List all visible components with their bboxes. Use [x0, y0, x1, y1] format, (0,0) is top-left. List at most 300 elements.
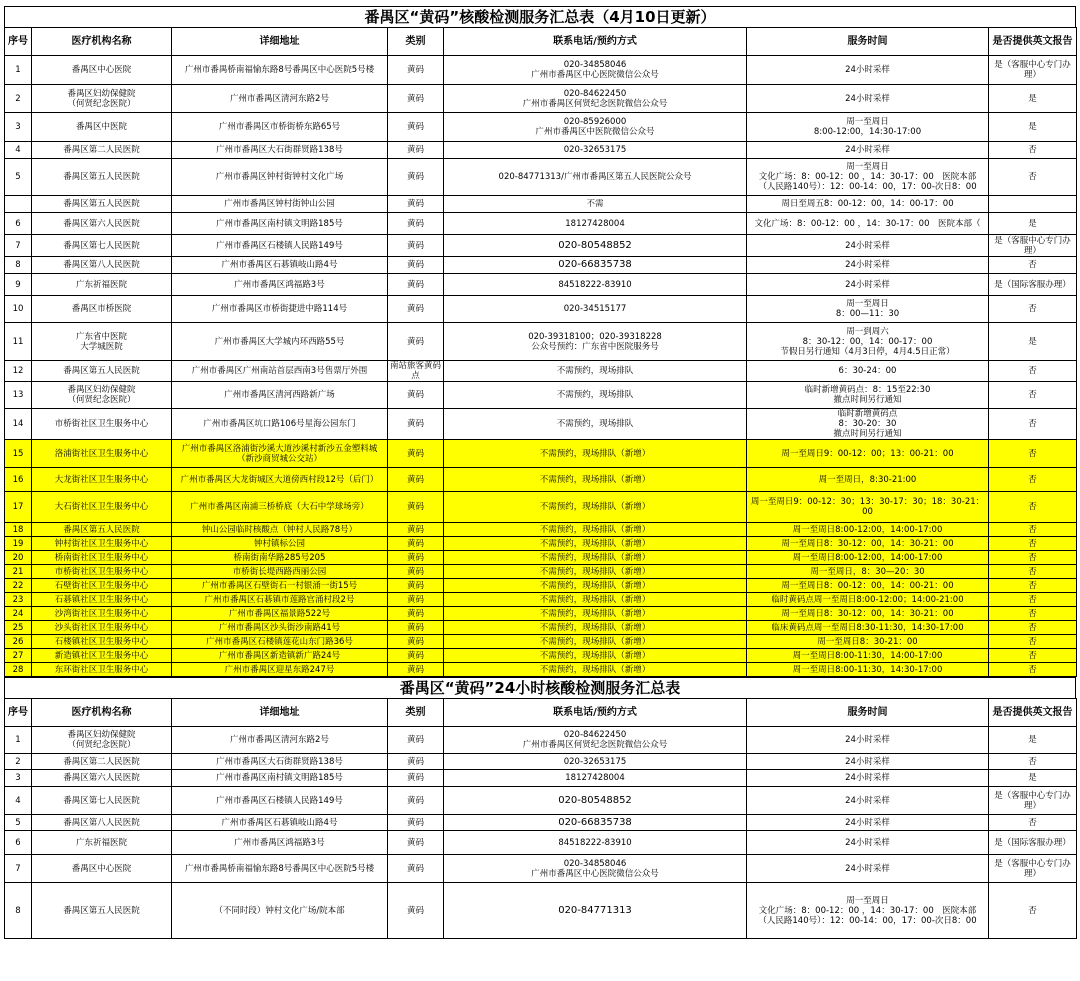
table-row [5, 382, 1077, 409]
cell-institution: 沙头街社区卫生服务中心 [32, 621, 172, 635]
cell-institution: 大石街社区卫生服务中心 [32, 492, 172, 523]
cell-institution: 番禺区妇幼保健院 （何贤纪念医院） [32, 85, 172, 113]
cell-institution: 广东祈福医院 [32, 831, 172, 855]
cell-address: 广州市番禺区鸿福路3号 [172, 274, 388, 296]
header-service-time: 服务时间 [747, 28, 989, 56]
cell-contact: 不需预约，现场排队（新增） [444, 621, 747, 635]
cell-contact: 020-80548852 [444, 787, 747, 815]
cell-contact: 020-32653175 [444, 142, 747, 159]
cell-category: 黄码 [388, 274, 444, 296]
cell-contact: 不需预约，现场排队（新增） [444, 551, 747, 565]
cell-seq: 21 [5, 565, 32, 579]
cell-service-time: 周一至周日8：00-12：00，14：00-21：00 [747, 579, 989, 593]
cell-institution: 新造镇社区卫生服务中心 [32, 649, 172, 663]
cell-service-time: 周一至周日8:00-12:00，14:00-17:00 [747, 551, 989, 565]
cell-contact: 84518222-83910 [444, 274, 747, 296]
table-row [5, 770, 1077, 787]
cell-seq: 23 [5, 593, 32, 607]
cell-category: 黄码 [388, 831, 444, 855]
cell-seq: 9 [5, 274, 32, 296]
cell-institution: 番禺区第五人民医院 [32, 196, 172, 213]
cell-address: 广州市番禺区石楼镇人民路149号 [172, 787, 388, 815]
cell-service-time: 周一到周六 8：30-12：00，14：00-17：00 节假日另行通知（4月3日停，4月4.5日正常） [747, 323, 989, 361]
cell-english-report: 是（国际客服办理） [989, 274, 1077, 296]
cell-contact: 不需 [444, 196, 747, 213]
cell-category: 黄码 [388, 649, 444, 663]
cell-contact: 020-66835738 [444, 257, 747, 274]
cell-english-report: 否 [989, 440, 1077, 468]
cell-english-report: 是（客服中心专门办理） [989, 787, 1077, 815]
cell-contact: 不需预约，现场排队（新增） [444, 523, 747, 537]
table-row [5, 213, 1077, 235]
cell-address: 广州市番禺区坑口路106号星海公园东门 [172, 409, 388, 440]
cell-english-report: 否 [989, 565, 1077, 579]
header-english-report: 是否提供英文报告 [989, 28, 1077, 56]
cell-institution: 市桥街社区卫生服务中心 [32, 565, 172, 579]
cell-seq: 25 [5, 621, 32, 635]
cell-english-report: 否 [989, 593, 1077, 607]
cell-address: 广州市番禺区石碁镇岐山路4号 [172, 257, 388, 274]
table-row [5, 323, 1077, 361]
cell-contact: 020-85926000 广州市番禺区中医院微信公众号 [444, 113, 747, 142]
cell-english-report: 否 [989, 361, 1077, 382]
cell-institution: 石碁镇社区卫生服务中心 [32, 593, 172, 607]
cell-category: 黄码 [388, 787, 444, 815]
cell-contact: 不需预约，现场排队（新增） [444, 537, 747, 551]
cell-category: 南站旅客黄码点 [388, 361, 444, 382]
cell-seq: 4 [5, 787, 32, 815]
cell-address: 广州市番禺区大学城内环西路55号 [172, 323, 388, 361]
cell-institution: 番禺区第二人民医院 [32, 754, 172, 770]
cell-institution: 番禺区妇幼保健院 （何贤纪念医院） [32, 727, 172, 754]
table-row [5, 883, 1077, 939]
cell-seq [5, 196, 32, 213]
cell-english-report: 否 [989, 883, 1077, 939]
cell-english-report: 否 [989, 382, 1077, 409]
cell-contact: 不需预约，现场排队（新增） [444, 440, 747, 468]
header-address: 详细地址 [172, 28, 388, 56]
cell-address: 广州市番禺区大石街群贤路138号 [172, 142, 388, 159]
table-row [5, 831, 1077, 855]
cell-seq: 12 [5, 361, 32, 382]
cell-address: 广州市番禺区市桥街桥东路65号 [172, 113, 388, 142]
cell-institution: 石壁街社区卫生服务中心 [32, 579, 172, 593]
spreadsheet [0, 6, 1080, 939]
cell-institution: 番禺区第六人民医院 [32, 770, 172, 787]
cell-address: 广州市番禺桥南福愉东路8号番禺区中心医院5号楼 [172, 855, 388, 883]
cell-contact: 020-39318100；020-39318228 公众号预约：广东省中医院服务号 [444, 323, 747, 361]
cell-seq: 28 [5, 663, 32, 677]
table-row [5, 142, 1077, 159]
cell-seq: 18 [5, 523, 32, 537]
header-service-time: 服务时间 [747, 699, 989, 727]
cell-contact: 不需预约，现场排队（新增） [444, 579, 747, 593]
cell-english-report: 否 [989, 815, 1077, 831]
cell-service-time: 6：30-24：00 [747, 361, 989, 382]
cell-category: 黄码 [388, 727, 444, 754]
cell-institution: 番禺区第六人民医院 [32, 213, 172, 235]
cell-seq: 17 [5, 492, 32, 523]
table-row [5, 361, 1077, 382]
cell-contact: 18127428004 [444, 213, 747, 235]
cell-service-time: 周一至周日 文化广场：8：00-12：00 ，14：30-17：00 医院本部 （人民路140号）：12：00-14：00，17：00-次日8：00 [747, 883, 989, 939]
table-row [5, 492, 1077, 523]
cell-contact: 020-80548852 [444, 235, 747, 257]
cell-category: 黄码 [388, 770, 444, 787]
cell-category: 黄码 [388, 754, 444, 770]
cell-contact: 020-34858046 广州市番禺区中心医院微信公众号 [444, 855, 747, 883]
table-row [5, 754, 1077, 770]
table1-header-row [5, 28, 1077, 56]
cell-contact: 18127428004 [444, 770, 747, 787]
cell-seq: 8 [5, 257, 32, 274]
cell-institution: 桥南街社区卫生服务中心 [32, 551, 172, 565]
cell-contact: 不需预约，现场排队（新增） [444, 593, 747, 607]
table-row [5, 296, 1077, 323]
cell-address: 广州市番禺区大龙街城区大道傍西村段12号（后门） [172, 468, 388, 492]
table-row [5, 787, 1077, 815]
cell-contact: 020-34515177 [444, 296, 747, 323]
header-seq: 序号 [5, 699, 32, 727]
cell-contact: 不需预约，现场排队 [444, 361, 747, 382]
cell-address: 广州市番禺区福景路522号 [172, 607, 388, 621]
cell-seq: 7 [5, 855, 32, 883]
cell-address: 钟山公园临时核酸点（钟村人民路78号） [172, 523, 388, 537]
cell-seq: 1 [5, 56, 32, 85]
cell-english-report: 否 [989, 537, 1077, 551]
cell-contact: 020-84771313 [444, 883, 747, 939]
cell-service-time: 24小时采样 [747, 727, 989, 754]
cell-english-report: 否 [989, 621, 1077, 635]
header-category: 类别 [388, 28, 444, 56]
cell-category: 黄码 [388, 323, 444, 361]
table1-title: 番禺区“黄码”核酸检测服务汇总表（4月10日更新） [4, 6, 1076, 27]
cell-service-time: 24小时采样 [747, 85, 989, 113]
cell-category: 黄码 [388, 565, 444, 579]
cell-category: 黄码 [388, 56, 444, 85]
table2 [4, 698, 1077, 939]
cell-category: 黄码 [388, 537, 444, 551]
cell-address: 广州市番禺区广州南站首层西南3号售票厅外围 [172, 361, 388, 382]
cell-contact: 不需预约，现场排队（新增） [444, 468, 747, 492]
table1 [4, 27, 1077, 677]
table-row [5, 235, 1077, 257]
cell-contact: 不需预约，现场排队（新增） [444, 565, 747, 579]
cell-service-time: 24小时采样 [747, 56, 989, 85]
cell-service-time: 24小时采样 [747, 815, 989, 831]
table2-header-row [5, 699, 1077, 727]
cell-seq: 4 [5, 142, 32, 159]
cell-english-report: 否 [989, 468, 1077, 492]
cell-service-time: 24小时采样 [747, 257, 989, 274]
cell-institution: 东环街社区卫生服务中心 [32, 663, 172, 677]
cell-english-report: 是（客服中心专门办理） [989, 235, 1077, 257]
cell-category: 黄码 [388, 855, 444, 883]
cell-category: 黄码 [388, 621, 444, 635]
cell-seq: 6 [5, 831, 32, 855]
cell-english-report: 否 [989, 649, 1077, 663]
table-row [5, 274, 1077, 296]
cell-category: 黄码 [388, 468, 444, 492]
header-seq: 序号 [5, 28, 32, 56]
cell-seq: 11 [5, 323, 32, 361]
cell-address: 广州市番禺区鸿福路3号 [172, 831, 388, 855]
cell-address: （不同时段）钟村文化广场/院本部 [172, 883, 388, 939]
table-row [5, 113, 1077, 142]
cell-english-report: 否 [989, 257, 1077, 274]
header-institution: 医疗机构名称 [32, 28, 172, 56]
cell-seq: 5 [5, 815, 32, 831]
table-row [5, 56, 1077, 85]
table-row [5, 621, 1077, 635]
cell-service-time: 周一至周日8:00-11:30，14:00-17:00 [747, 649, 989, 663]
cell-institution: 番禺区中心医院 [32, 855, 172, 883]
table-row [5, 565, 1077, 579]
table-row [5, 579, 1077, 593]
cell-institution: 广东省中医院 大学城医院 [32, 323, 172, 361]
cell-english-report: 否 [989, 579, 1077, 593]
cell-seq: 16 [5, 468, 32, 492]
table-row [5, 409, 1077, 440]
cell-seq: 2 [5, 754, 32, 770]
cell-service-time: 24小时采样 [747, 142, 989, 159]
cell-english-report: 是（国际客服办理） [989, 831, 1077, 855]
cell-address: 广州市番禺区清河东路2号 [172, 727, 388, 754]
cell-category: 黄码 [388, 815, 444, 831]
table-row [5, 663, 1077, 677]
cell-seq: 3 [5, 770, 32, 787]
cell-english-report [989, 196, 1077, 213]
cell-address: 广州市番禺区钟村街钟村文化广场 [172, 159, 388, 196]
cell-seq: 2 [5, 85, 32, 113]
cell-service-time: 周一至周日8：30-12：00，14：30-21：00 [747, 537, 989, 551]
cell-address: 广州市番禺区洛浦街沙溪大道沙溪村新沙五金塑料城（新沙商贸城公交站） [172, 440, 388, 468]
cell-service-time: 周日至周五8：00-12：00，14：00-17：00 [747, 196, 989, 213]
cell-address: 广州市番禺区南村镇文明路185号 [172, 213, 388, 235]
cell-seq: 24 [5, 607, 32, 621]
cell-institution: 广东祈福医院 [32, 274, 172, 296]
cell-service-time: 24小时采样 [747, 235, 989, 257]
cell-address: 广州市番禺区石碁镇岐山路4号 [172, 815, 388, 831]
cell-institution: 番禺区第七人民医院 [32, 235, 172, 257]
cell-address: 广州市番禺区沙头街沙南路41号 [172, 621, 388, 635]
cell-english-report: 否 [989, 551, 1077, 565]
cell-service-time: 周一至周日8：30-12：00，14：30-21：00 [747, 607, 989, 621]
cell-english-report: 否 [989, 159, 1077, 196]
cell-address: 广州市番禺区石楼镇人民路149号 [172, 235, 388, 257]
cell-institution: 番禺区第五人民医院 [32, 883, 172, 939]
cell-service-time: 临时新增黄码点：8：15至22:30 撤点时间另行通知 [747, 382, 989, 409]
cell-category: 黄码 [388, 523, 444, 537]
cell-contact: 不需预约，现场排队 [444, 409, 747, 440]
cell-english-report: 否 [989, 754, 1077, 770]
cell-address: 广州市番禺区迎星东路247号 [172, 663, 388, 677]
cell-service-time: 24小时采样 [747, 787, 989, 815]
table-row [5, 468, 1077, 492]
cell-service-time: 周一至周日8：30-21：00 [747, 635, 989, 649]
cell-address: 桥南街南华路285号205 [172, 551, 388, 565]
header-contact: 联系电话/预约方式 [444, 699, 747, 727]
cell-english-report: 否 [989, 523, 1077, 537]
cell-english-report: 是 [989, 727, 1077, 754]
cell-address: 广州市番禺区南村镇文明路185号 [172, 770, 388, 787]
header-address: 详细地址 [172, 699, 388, 727]
cell-category: 黄码 [388, 159, 444, 196]
cell-english-report: 是（客服中心专门办理） [989, 56, 1077, 85]
cell-contact: 020-84622450 广州市番禺区何贤纪念医院微信公众号 [444, 727, 747, 754]
cell-seq: 7 [5, 235, 32, 257]
cell-seq: 3 [5, 113, 32, 142]
cell-seq: 22 [5, 579, 32, 593]
cell-institution: 番禺区第五人民医院 [32, 361, 172, 382]
cell-english-report: 否 [989, 663, 1077, 677]
cell-contact: 不需预约，现场排队（新增） [444, 663, 747, 677]
cell-institution: 番禺区第七人民医院 [32, 787, 172, 815]
cell-contact: 020-34858046 广州市番禺区中心医院微信公众号 [444, 56, 747, 85]
cell-category: 黄码 [388, 607, 444, 621]
cell-seq: 14 [5, 409, 32, 440]
cell-category: 黄码 [388, 113, 444, 142]
table-row [5, 159, 1077, 196]
table-row [5, 649, 1077, 663]
cell-service-time: 周一至周日，8：30—20：30 [747, 565, 989, 579]
cell-contact: 不需预约，现场排队（新增） [444, 492, 747, 523]
cell-address: 广州市番禺区新造镇新广路24号 [172, 649, 388, 663]
cell-english-report: 否 [989, 142, 1077, 159]
cell-english-report: 否 [989, 607, 1077, 621]
header-contact: 联系电话/预约方式 [444, 28, 747, 56]
cell-address: 广州市番禺区石壁街石一村银涌一街15号 [172, 579, 388, 593]
cell-address: 广州市番禺区石碁镇市莲路官涌村段2号 [172, 593, 388, 607]
cell-english-report: 否 [989, 296, 1077, 323]
cell-institution: 番禺区中心医院 [32, 56, 172, 85]
cell-service-time: 周一至周日9：00-12：00；13：00-21：00 [747, 440, 989, 468]
cell-service-time: 周一至周日 文化广场：8：00-12：00 ，14：30-17：00 医院本部 （人民路140号）：12：00-14：00，17：00-次日8：00 [747, 159, 989, 196]
cell-seq: 6 [5, 213, 32, 235]
table2-title: 番禺区“黄码”24小时核酸检测服务汇总表 [4, 677, 1076, 698]
cell-institution: 番禺区市桥医院 [32, 296, 172, 323]
cell-service-time: 临时新增黄码点 8：30-20：30 撤点时间另行通知 [747, 409, 989, 440]
cell-address: 广州市番禺区南浦三桥桥底（大石中学球场旁） [172, 492, 388, 523]
cell-contact: 不需预约，现场排队（新增） [444, 649, 747, 663]
cell-institution: 洛浦街社区卫生服务中心 [32, 440, 172, 468]
cell-address: 市桥街长堤西路西丽公园 [172, 565, 388, 579]
cell-english-report: 是 [989, 323, 1077, 361]
cell-category: 黄码 [388, 85, 444, 113]
cell-service-time: 文化广场：8：00-12：00 ，14：30-17：00 医院本部（ [747, 213, 989, 235]
table-row [5, 635, 1077, 649]
cell-service-time: 24小时采样 [747, 754, 989, 770]
cell-category: 黄码 [388, 635, 444, 649]
cell-contact: 020-32653175 [444, 754, 747, 770]
cell-category: 黄码 [388, 551, 444, 565]
table-row [5, 593, 1077, 607]
cell-english-report: 否 [989, 635, 1077, 649]
cell-address: 广州市番禺区市桥街捷进中路114号 [172, 296, 388, 323]
cell-service-time: 临床黄码点周一至周日8:30-11:30，14:30-17:00 [747, 621, 989, 635]
cell-service-time: 周一至周日9：00-12：30；13：30-17：30；18：30-21：00 [747, 492, 989, 523]
cell-english-report: 是 [989, 85, 1077, 113]
cell-seq: 8 [5, 883, 32, 939]
cell-category: 黄码 [388, 409, 444, 440]
header-category: 类别 [388, 699, 444, 727]
cell-service-time: 24小时采样 [747, 274, 989, 296]
cell-category: 黄码 [388, 579, 444, 593]
cell-contact: 020-84622450 广州市番禺区何贤纪念医院微信公众号 [444, 85, 747, 113]
cell-institution: 钟村街社区卫生服务中心 [32, 537, 172, 551]
cell-seq: 19 [5, 537, 32, 551]
cell-seq: 13 [5, 382, 32, 409]
cell-seq: 5 [5, 159, 32, 196]
cell-category: 黄码 [388, 883, 444, 939]
cell-institution: 番禺区第二人民医院 [32, 142, 172, 159]
cell-english-report: 是 [989, 770, 1077, 787]
cell-service-time: 24小时采样 [747, 831, 989, 855]
cell-contact: 不需预约，现场排队（新增） [444, 635, 747, 649]
header-english-report: 是否提供英文报告 [989, 699, 1077, 727]
cell-seq: 15 [5, 440, 32, 468]
cell-service-time: 周一至周日 8:00-12:00，14:30-17:00 [747, 113, 989, 142]
cell-category: 黄码 [388, 235, 444, 257]
cell-category: 黄码 [388, 440, 444, 468]
table-row [5, 727, 1077, 754]
cell-contact: 84518222-83910 [444, 831, 747, 855]
cell-institution: 番禺区第八人民医院 [32, 815, 172, 831]
cell-contact: 不需预约，现场排队 [444, 382, 747, 409]
cell-service-time: 24小时采样 [747, 770, 989, 787]
table-row [5, 85, 1077, 113]
cell-institution: 番禺区中医院 [32, 113, 172, 142]
cell-category: 黄码 [388, 382, 444, 409]
cell-service-time: 24小时采样 [747, 855, 989, 883]
cell-address: 钟村镇标公园 [172, 537, 388, 551]
cell-contact: 020-66835738 [444, 815, 747, 831]
cell-institution: 番禺区第五人民医院 [32, 159, 172, 196]
cell-category: 黄码 [388, 593, 444, 607]
cell-service-time: 周一至周日8:00-11:30，14:30-17:00 [747, 663, 989, 677]
cell-address: 广州市番禺区钟村街钟山公园 [172, 196, 388, 213]
cell-category: 黄码 [388, 142, 444, 159]
cell-address: 广州市番禺区石楼镇莲花山东门路36号 [172, 635, 388, 649]
cell-service-time: 周一至周日 8：00—11：30 [747, 296, 989, 323]
cell-address: 广州市番禺桥南福愉东路8号番禺区中心医院5号楼 [172, 56, 388, 85]
cell-address: 广州市番禺区清河西路新广场 [172, 382, 388, 409]
cell-category: 黄码 [388, 196, 444, 213]
cell-seq: 10 [5, 296, 32, 323]
cell-seq: 26 [5, 635, 32, 649]
cell-english-report: 是（客服中心专门办理） [989, 855, 1077, 883]
table-row [5, 257, 1077, 274]
table-row [5, 551, 1077, 565]
table-row [5, 537, 1077, 551]
header-institution: 医疗机构名称 [32, 699, 172, 727]
table-row [5, 815, 1077, 831]
cell-category: 黄码 [388, 213, 444, 235]
cell-institution: 番禺区妇幼保健院 （何贤纪念医院） [32, 382, 172, 409]
cell-contact: 不需预约，现场排队（新增） [444, 607, 747, 621]
table-row [5, 607, 1077, 621]
table-row [5, 196, 1077, 213]
cell-service-time: 周一至周日，8:30-21:00 [747, 468, 989, 492]
cell-seq: 1 [5, 727, 32, 754]
cell-category: 黄码 [388, 257, 444, 274]
cell-address: 广州市番禺区清河东路2号 [172, 85, 388, 113]
cell-english-report: 是 [989, 113, 1077, 142]
cell-institution: 大龙街社区卫生服务中心 [32, 468, 172, 492]
cell-seq: 27 [5, 649, 32, 663]
cell-address: 广州市番禺区大石街群贤路138号 [172, 754, 388, 770]
cell-service-time: 临时黄码点周一至周日8:00-12:00；14:00-21:00 [747, 593, 989, 607]
